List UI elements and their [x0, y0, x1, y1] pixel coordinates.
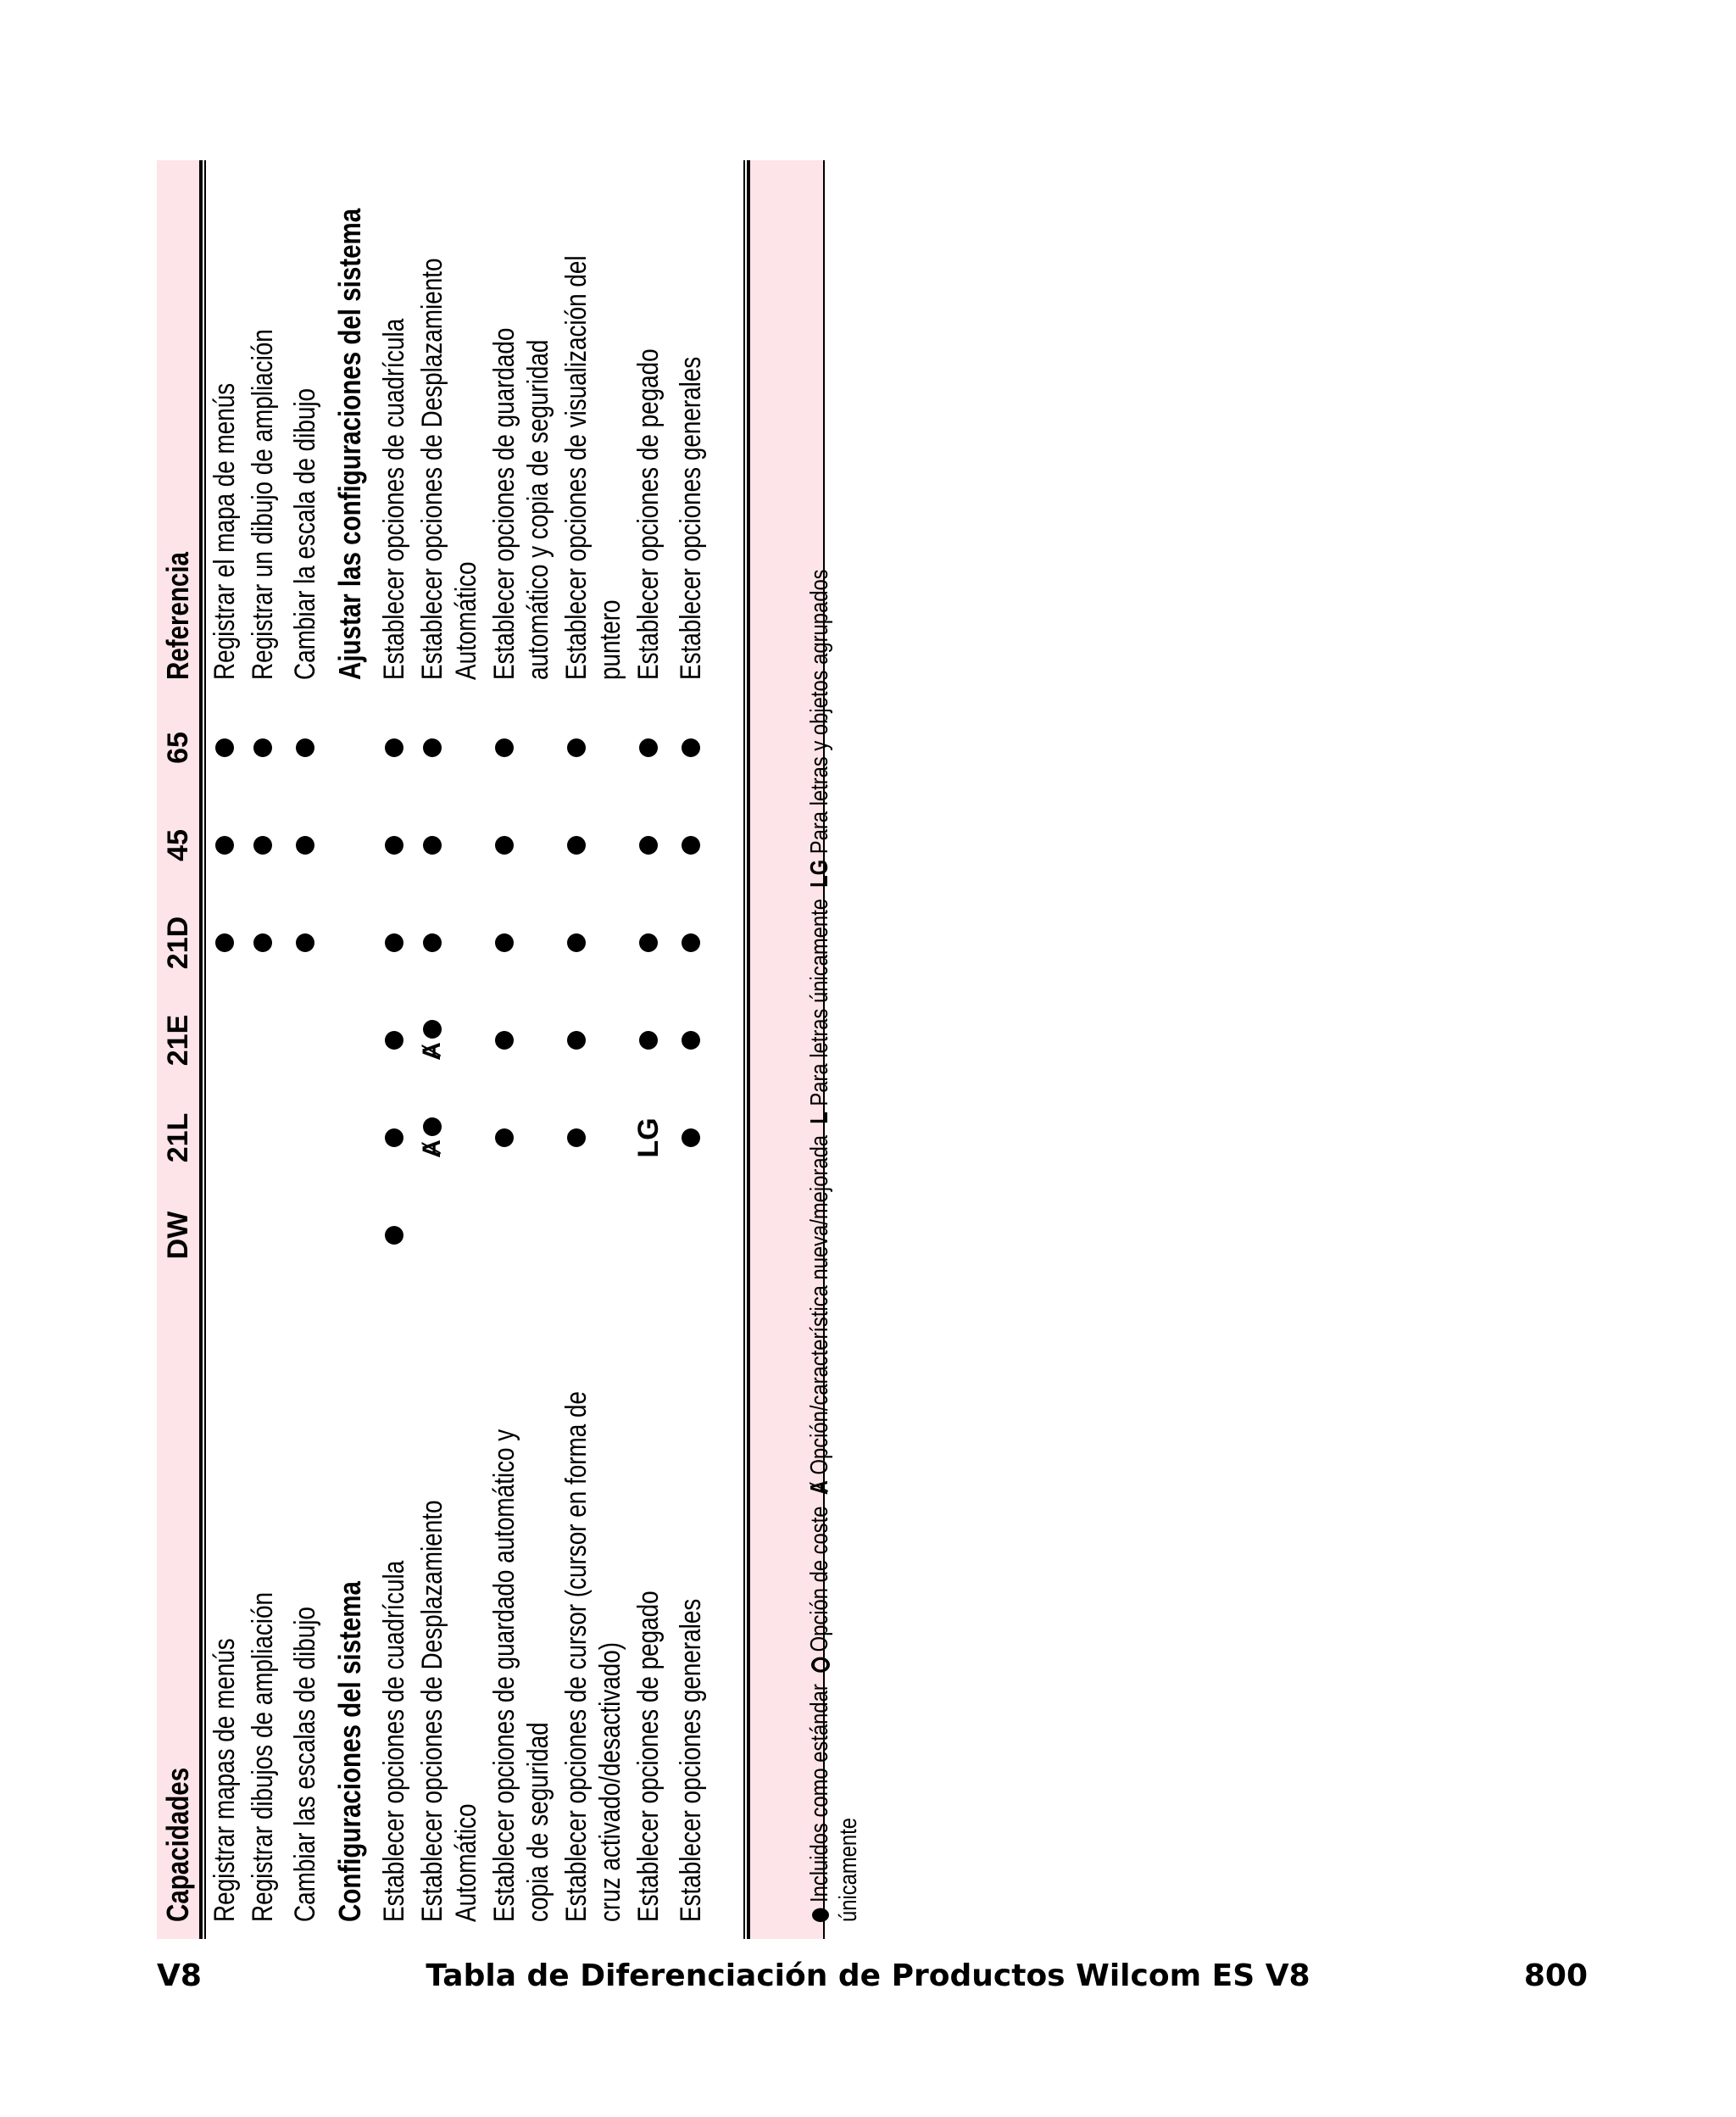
mark-cell: [674, 714, 708, 782]
mark-cell: [208, 714, 242, 782]
rotated-product-table: [157, 160, 860, 1939]
included-dot-icon: [495, 738, 514, 757]
mark-cell: [208, 811, 242, 879]
mark-cell: [632, 1006, 665, 1074]
included-dot-icon: [495, 836, 514, 855]
mark-cell: [632, 714, 665, 782]
reference-cell: Registrar un dibujo de ampliación: [247, 329, 279, 680]
mark-cell: [674, 1006, 708, 1074]
capability-cell: Establecer opciones de cursor (cursor en forma de cruz activado/desactivado): [560, 1390, 626, 1922]
included-dot-icon: [253, 738, 272, 757]
mark-cell: [246, 811, 280, 879]
included-dot-icon: [682, 933, 700, 952]
included-dot-icon: [385, 933, 403, 952]
included-dot-icon: [639, 738, 658, 757]
legend-lg-text: Para letras y objetos agrupados únicamente: [806, 569, 862, 1922]
included-dot-icon: [495, 933, 514, 952]
header-col-21l: 21L: [161, 1112, 194, 1163]
reference-cell: Establecer opciones de pegado: [632, 348, 665, 680]
legend-cost: Opción de coste: [806, 1506, 833, 1652]
mark-cell: [487, 1006, 521, 1074]
legend-lg-code: LG: [806, 859, 833, 888]
mark-cell: [415, 811, 449, 879]
mark-cell: [415, 1104, 449, 1172]
mark-cell: [632, 1104, 665, 1172]
new-feature-icon: Ⱥ: [418, 1139, 446, 1158]
included-dot-icon: [567, 933, 586, 952]
included-dot-icon: [682, 1031, 700, 1050]
included-dot-icon: [423, 1020, 442, 1039]
included-dot-icon: [296, 836, 314, 855]
header-col-45: 45: [161, 829, 194, 861]
mark-cell: [246, 909, 280, 977]
mark-cell: [377, 1201, 411, 1269]
reference-cell: Establecer opciones de cuadrícula: [378, 318, 410, 680]
included-dot-icon: [423, 836, 442, 855]
mark-cell: [377, 714, 411, 782]
footer-page-number: 800: [1523, 1958, 1588, 1993]
mark-cell: [415, 1006, 449, 1074]
header-rule-thick: [199, 160, 203, 1939]
mark-cell: [559, 1006, 593, 1074]
header-col-21e: 21E: [161, 1014, 194, 1067]
mark-cell: [208, 909, 242, 977]
mark-cell: [415, 714, 449, 782]
legend-included: Incluidos como estándar: [806, 1684, 833, 1903]
legend: [805, 490, 863, 1922]
included-dot-icon: [215, 836, 234, 855]
mark-cell: [559, 1104, 593, 1172]
header-capability: Capacidades: [160, 1767, 195, 1922]
header-reference: Referencia: [160, 552, 195, 680]
included-dot-icon: [423, 1117, 442, 1136]
header-col-dw: DW: [161, 1211, 194, 1260]
included-dot-icon: [423, 933, 442, 952]
mark-cell: [288, 714, 322, 782]
page-footer: [0, 1958, 1736, 2001]
capability-cell: Registrar dibujos de ampliación: [247, 1592, 279, 1922]
footer-version: V8: [157, 1958, 202, 1993]
legend-new: Opción/característica nueva/mejorada: [806, 1134, 833, 1475]
included-dot-icon: [215, 933, 234, 952]
included-dot-icon: [495, 1128, 514, 1147]
included-dot-icon: [385, 1226, 403, 1245]
mark-cell: [632, 811, 665, 879]
reference-cell: Establecer opciones de Desplazamiento Automático: [416, 258, 482, 680]
reference-cell: Establecer opciones generales: [675, 356, 707, 680]
mark-cell: [674, 1104, 708, 1172]
included-dot-icon: [253, 933, 272, 952]
section-reference: Ajustar las configuraciones del sistema: [332, 208, 367, 680]
mark-cell: [288, 909, 322, 977]
mark-cell: [674, 909, 708, 977]
included-dot-icon: [385, 1128, 403, 1147]
included-dot-icon: [567, 1128, 586, 1147]
included-dot-icon: [682, 836, 700, 855]
capability-cell: Establecer opciones de pegado: [632, 1591, 665, 1922]
mark-cell: [377, 909, 411, 977]
mark-cell: [377, 1104, 411, 1172]
included-dot-icon: [567, 738, 586, 757]
mark-cell: [559, 909, 593, 977]
mark-cell: [377, 1006, 411, 1074]
capability-cell: Cambiar las escalas de dibujo: [289, 1607, 321, 1922]
new-symbol-icon: Ⱥ: [806, 1480, 833, 1496]
mark-cell: [415, 909, 449, 977]
capability-cell: Establecer opciones de Desplazamiento Automático: [416, 1500, 482, 1922]
included-dot-icon: [385, 1031, 403, 1050]
included-dot-icon: [682, 1128, 700, 1147]
mark-cell: [487, 811, 521, 879]
reference-cell: Establecer opciones de visualización del puntero: [560, 255, 626, 680]
header-col-65: 65: [161, 732, 194, 764]
included-dot-icon: [639, 1031, 658, 1050]
included-dot-icon: [567, 1031, 586, 1050]
included-dot-icon: [296, 933, 314, 952]
included-dot-icon: [639, 836, 658, 855]
included-dot-icon: [682, 738, 700, 757]
footer-rule-thin: [743, 160, 745, 1939]
reference-cell: Cambiar la escala de dibujo: [289, 387, 321, 680]
mark-cell: [632, 909, 665, 977]
legend-l-code: L: [806, 1111, 833, 1124]
included-dot-icon: [812, 1908, 829, 1922]
reference-cell: Registrar el mapa de menús: [209, 382, 241, 680]
included-dot-icon: [639, 933, 658, 952]
included-dot-icon: [423, 738, 442, 757]
header-col-21d: 21D: [161, 916, 194, 970]
mark-cell: [559, 714, 593, 782]
header-rule-thin: [204, 160, 206, 1939]
cost-ring-icon: [811, 1657, 830, 1673]
capability-cell: Establecer opciones generales: [675, 1598, 707, 1922]
mark-cell: [674, 811, 708, 879]
included-dot-icon: [215, 738, 234, 757]
included-dot-icon: [385, 738, 403, 757]
mark-cell: [487, 909, 521, 977]
included-dot-icon: [567, 836, 586, 855]
mark-cell: [559, 811, 593, 879]
footer-title: Tabla de Diferenciación de Productos Wilcom ES V8: [426, 1958, 1310, 1993]
included-dot-icon: [495, 1031, 514, 1050]
capability-cell: Registrar mapas de menús: [209, 1638, 241, 1922]
mark-code: LG: [632, 1117, 665, 1158]
mark-cell: [246, 714, 280, 782]
mark-cell: [487, 714, 521, 782]
section-heading: Configuraciones del sistema: [332, 1581, 367, 1922]
new-feature-icon: Ⱥ: [418, 1042, 446, 1061]
mark-cell: [487, 1104, 521, 1172]
included-dot-icon: [253, 836, 272, 855]
legend-l-text: Para letras únicamente: [806, 899, 833, 1106]
mark-cell: [288, 811, 322, 879]
included-dot-icon: [385, 836, 403, 855]
capability-cell: Establecer opciones de cuadrícula: [378, 1560, 410, 1922]
capability-cell: Establecer opciones de guardado automático y copia de seguridad: [488, 1429, 554, 1922]
reference-cell: Establecer opciones de guardado automático y copia de seguridad: [488, 327, 554, 680]
included-dot-icon: [296, 738, 314, 757]
mark-cell: [377, 811, 411, 879]
